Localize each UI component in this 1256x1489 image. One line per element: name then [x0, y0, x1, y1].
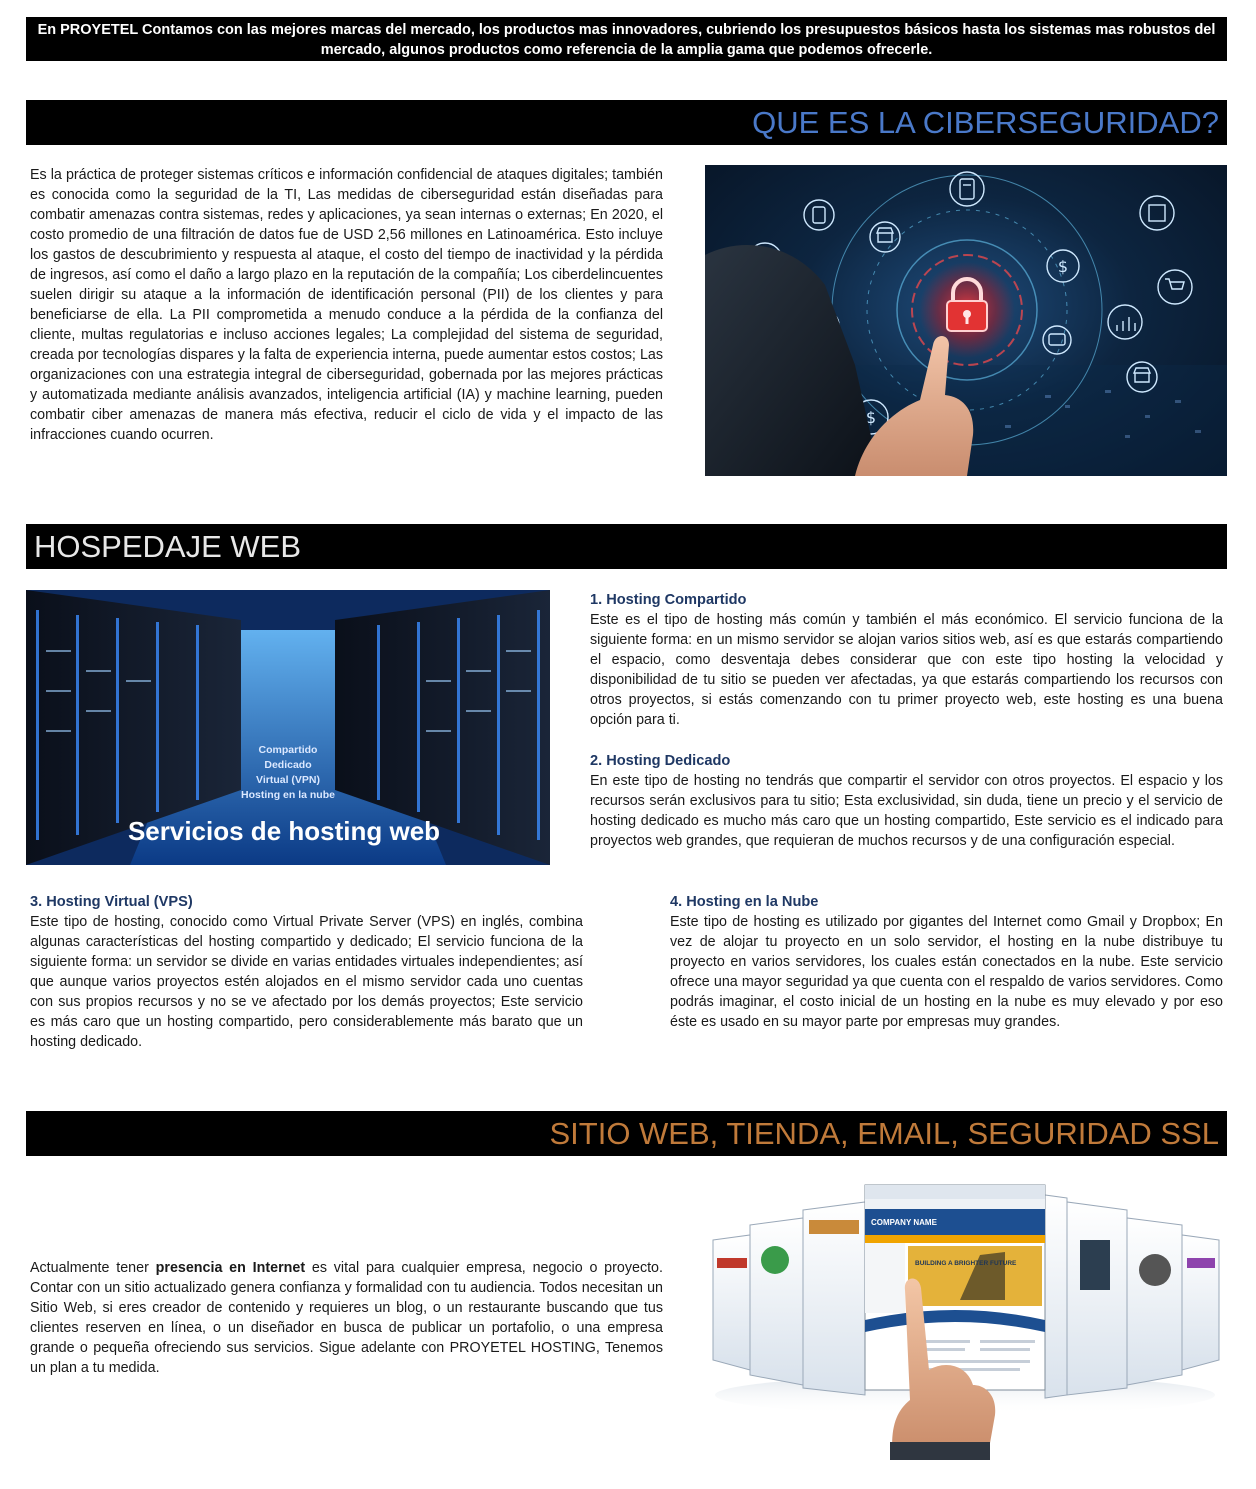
hosting-dedicado-heading: 2. Hosting Dedicado: [590, 753, 731, 769]
hosting-nube-text: Este tipo de hosting es utilizado por gigantes del Internet como Gmail y Dropbox; En vez de alojar tu proyecto en un solo servidor, el hosting en la nube distribuye tu proyecto en varios servidores, los cuales están conectados en la nube. Este servicio ofrece una mayor seguridad ya que cuenta con el respaldo de varios servidores. Como podrás imaginar, el costo inicial de un hosting en la nube es muy elevado y por eso éste es usado en su mayor parte por empresas muy grandes.: [670, 914, 1223, 1030]
server-room-image: [26, 590, 550, 865]
cybersecurity-image: [705, 165, 1227, 476]
svg-text:$: $: [1057, 257, 1069, 276]
shopping-cart-icon: [1158, 270, 1192, 304]
hosting-virtual-text: Este tipo de hosting, conocido como Virtual Private Server (VPS) en inglés, combina algunas características del hosting compartido y dedicado; El servicio funciona de la siguiente forma: un servidor se divide en varias entidades virtuales independientes; así que aunque varios proyectos estén alojados en el mismo servidor cada uno cuentas con sus propios recursos y no se ve afectado por los demás proyectos; Este servicio es más caro que un hosting compartido, pero considerablemente más barato que un hosting dedicado.: [30, 914, 583, 1050]
hosting-dedicado-block: [590, 751, 1223, 851]
sitio-web-paragraph: [30, 1258, 663, 1378]
svg-text:$: $: [865, 408, 877, 427]
hosting-virtual-heading: 3. Hosting Virtual (VPS): [30, 894, 193, 910]
bus-icon: [1043, 326, 1071, 354]
store-icon: [870, 222, 900, 252]
tablet-icon: [804, 200, 834, 230]
hosting-compartido-block: [590, 590, 1223, 730]
mock-company-name: COMPANY NAME: [871, 1218, 937, 1227]
sitio-text-bold: presencia en Internet: [155, 1260, 306, 1276]
mock-tagline: BUILDING A BRIGHTER FUTURE: [915, 1260, 1017, 1267]
hosting-compartido-heading: 1. Hosting Compartido: [590, 592, 747, 608]
website-templates-image: [705, 1180, 1227, 1460]
hosting-nube-heading: 4. Hosting en la Nube: [670, 894, 819, 910]
section-title-sitio-web: SITIO WEB, TIENDA, EMAIL, SEGURIDAD SSL: [26, 1111, 1227, 1156]
ciberseguridad-paragraph: Es la práctica de proteger sistemas críticos e información confidencial de ataques digitales; también es conocida como la seguridad de la TI, Las medidas de ciberseguridad están diseñadas para combatir amenazas contra sistemas, redes y aplicaciones, ya sean internas o externas; En 2020, el costo promedio de una filtración de datos fue de USD 2,56 millones en Latinoamérica. Esto incluye los gastos de descubrimiento y respuesta al ataque, el costo del tiempo de inactividad y la pérdida de ingresos, así como el daño a largo plazo en la reputación de la compañía; Los ciberdelincuentes suelen dirigir su ataque a la información de identificación personal (PII) de los clientes y para beneficiarse de ella. La PII comprometida a menudo conduce a la pérdida de la confianza del cliente, multas regulatorias e incluso acciones legales; La complejidad del sistema de seguridad, creada por tecnologías dispares y la falta de experiencia interna, puede aumentar estos costos; Las organizaciones con una estrategia integral de ciberseguridad, gobernada por las mejores prácticas y automatizada mediante análisis avanzados, inteligencia artificial (IA) y machine learning, pueden combatir ciber amenazas de manera más efectiva, reducir el ciclo de vida y el impacto de las infracciones cuando ocurren.: [30, 167, 663, 443]
hosting-image-label: Dedicado: [264, 759, 312, 771]
hosting-image-label: Hosting en la nube: [241, 789, 335, 801]
hosting-image-label: Compartido: [258, 744, 318, 756]
building-icon: [1140, 196, 1174, 230]
section-title-hospedaje: HOSPEDAJE WEB: [26, 524, 1227, 569]
section-title-ciberseguridad: QUE ES LA CIBERSEGURIDAD?: [26, 100, 1227, 145]
hosting-image-caption: Servicios de hosting web: [127, 816, 441, 846]
sitio-text-start: Actualmente tener: [30, 1260, 156, 1276]
hosting-dedicado-text: En este tipo de hosting no tendrás que compartir el servidor con otros proyectos. El espacio y los recursos serán exclusivos para tu sitio; Esta exclusividad, sin duda, tiene un precio y el servicio de hosting dedicado es mucho más caro que un hosting compartido, Este servicio es el indicado para proyectos web grandes, que requieran de muchos recursos y de una configuración especial.: [590, 773, 1223, 849]
dollar-icon: [1047, 250, 1079, 282]
sitio-text-end: es vital para cualquier empresa, negocio o proyecto. Contar con un sitio actualizado genera confianza y formalidad con tu audiencia. Todos necesitan un Sitio Web, si eres creador de contenido y requieres un blog, o un restaurante buscando que tus clientes reserven en línea, o un diseñador en busca de publicar un portafolio, o una empresa grande o pequeña ofreciendo sus servicios. Sigue adelante con PROYETEL HOSTING, Tenemos un plan a tu medida.: [30, 1260, 663, 1376]
hosting-nube-block: [670, 892, 1223, 1032]
hosting-virtual-block: [30, 892, 583, 1052]
bar-chart-icon: [1108, 305, 1142, 339]
intro-banner: En PROYETEL Contamos con las mejores marcas del mercado, los productos mas innovadores, cubriendo los presupuestos básicos hasta los sistemas mas robustos del mercado, algunos productos como referencia de la amplia gama que podemos ofrecerle.: [26, 17, 1227, 61]
calculator-icon: [950, 172, 984, 206]
hosting-image-label: Virtual (VPN): [256, 774, 320, 786]
hosting-compartido-text: Este es el tipo de hosting más común y también el más económico. El servicio funciona de la siguiente forma: en un mismo servidor se alojan varios sitios web, así es que estarás compartiendo el espacio, como desventaja debes considerar que con este tipo hosting la velocidad y disponibilidad de tu sitio se pueden ver afectadas, ya que estarás compartiendo los recursos con otros proyectos, si estás comenzando con tu primer proyecto web, este hosting es una buena opción para ti.: [590, 612, 1223, 728]
